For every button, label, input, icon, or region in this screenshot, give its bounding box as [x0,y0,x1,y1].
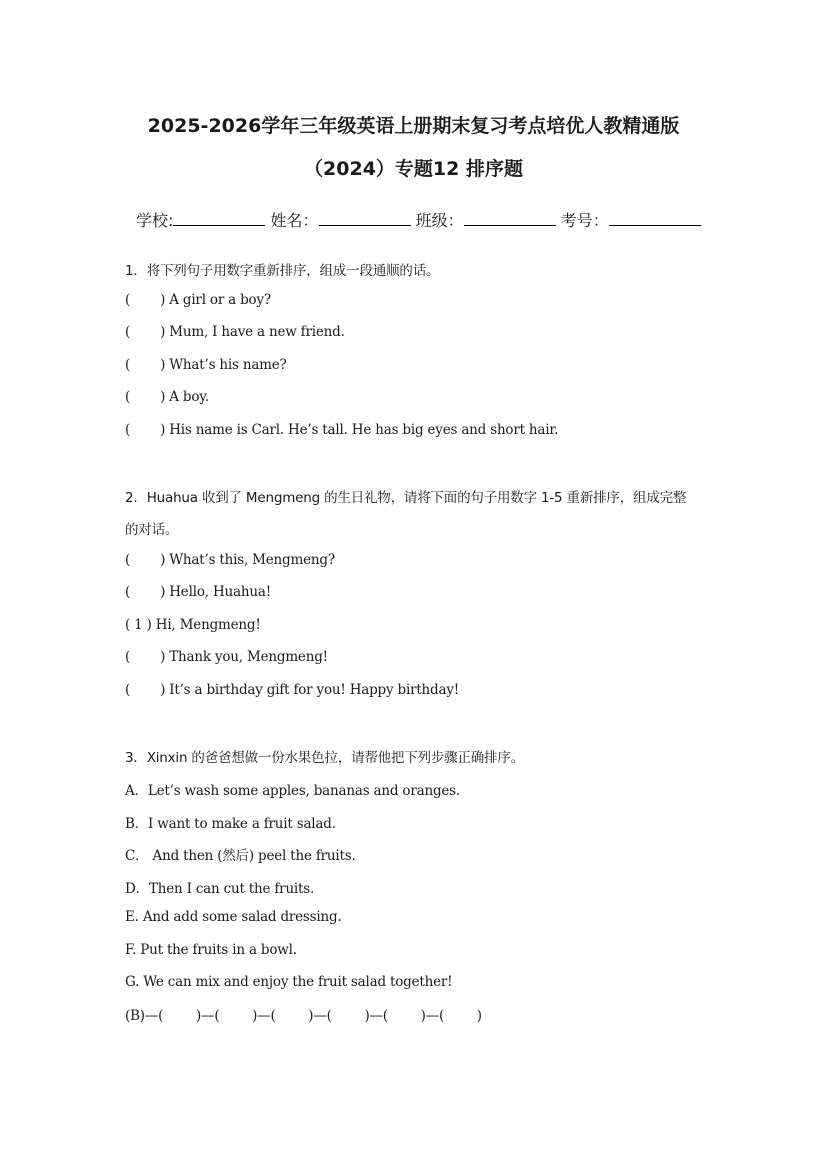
name-label: 姓名： [270,211,319,230]
q2-item: ( ) Hello, Huahua! [125,584,271,600]
question-1-prompt: 1．将下列句子用数字重新排序，组成一段通顺的话。 [125,263,440,279]
document-title-line-2: （2024）专题12 排序题 [304,158,523,180]
exam-number-label: 考号： [560,211,609,230]
question-2-prompt-line-2: 的对话。 [125,522,179,538]
q1-item: ( ) A boy. [125,389,209,405]
q3-step: F. Put the fruits in a bowl. [125,942,297,958]
order-blank[interactable]: ( [125,389,131,405]
q3-answer-sequence[interactable]: (B)—( )—( )—( )—( )—( )—( ) [125,1008,482,1024]
student-info-row [136,208,701,231]
q3-step: D．Then I can cut the fruits. [125,881,315,897]
order-blank[interactable]: ( [125,292,131,308]
class-label: 班级： [415,211,464,230]
q1-item: ( ) A girl or a boy? [125,292,271,308]
order-blank[interactable]: ( [125,422,131,438]
class-blank[interactable] [464,211,556,226]
q2-item-given: ( 1 ) Hi, Mengmeng! [125,617,261,633]
q2-item: ( ) Thank you, Mengmeng! [125,649,328,665]
school-blank[interactable] [173,211,265,226]
order-blank[interactable]: ( [125,584,131,600]
q3-step: A．Let’s wash some apples, bananas and oranges. [125,783,460,799]
q3-step: G. We can mix and enjoy the fruit salad together! [125,974,453,990]
q3-step: B．I want to make a fruit salad. [125,816,336,832]
name-blank[interactable] [319,211,411,226]
order-blank[interactable]: ( [125,357,131,373]
order-blank[interactable]: ( [125,682,131,698]
q1-item: ( ) Mum, I have a new friend. [125,324,345,340]
q1-item: ( ) What’s his name? [125,357,287,373]
q2-item: ( ) It’s a birthday gift for you! Happy birthday! [125,682,459,698]
document-title-line-1: 2025-2026学年三年级英语上册期末复习考点培优人教精通版 [147,115,680,137]
question-2-prompt-line-1: 2．Huahua 收到了 Mengmeng 的生日礼物，请将下面的句子用数字 1-5 重新排序，组成完整 [125,490,687,506]
order-blank[interactable]: ( [125,649,131,665]
q3-step: C． And then (然后) peel the fruits. [125,848,356,864]
exam-number-blank[interactable] [609,211,701,226]
given-order: ( 1 [125,617,147,633]
school-label: 学校: [136,211,174,230]
q3-step: E. And add some salad dressing. [125,909,342,925]
question-3-prompt: 3．Xinxin 的爸爸想做一份水果色拉，请帮他把下列步骤正确排序。 [125,750,524,766]
q1-item: ( ) His name is Carl. He’s tall. He has big eyes and short hair. [125,422,559,438]
order-blank[interactable]: ( [125,324,131,340]
q2-item: ( ) What’s this, Mengmeng? [125,552,335,568]
order-blank[interactable]: ( [125,552,131,568]
